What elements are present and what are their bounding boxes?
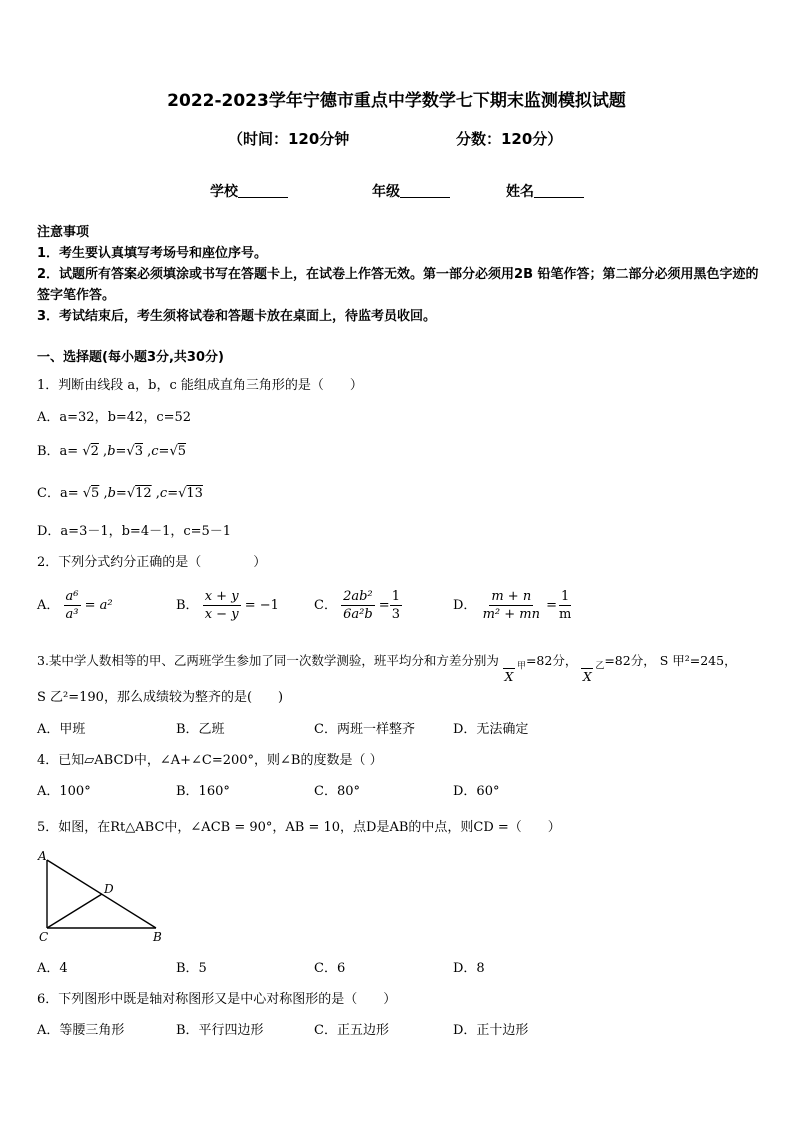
q1-c-c: 13 <box>186 486 203 501</box>
notes-item: 3．考试结束后，考生须将试卷和答题卡放在桌面上，待监考员收回。 <box>37 309 437 324</box>
label-d: D <box>104 882 114 896</box>
q1-b-b: 3 <box>134 444 143 459</box>
sqrt-symbol: √5 <box>82 486 100 501</box>
section-heading: 一、选择题(每小题3分,共30分) <box>37 350 224 365</box>
fraction-numerator: x + y <box>204 589 239 604</box>
q1-c-b: 12 <box>135 486 152 501</box>
fraction-numerator: a⁶ <box>65 589 79 604</box>
mean-x: X <box>504 669 514 684</box>
q3-mean-jia: =82分， <box>525 653 578 668</box>
q5-stem: 5．如图，在Rt△ABC中，∠ACB = 90°，AB = 10，点D是AB的中点，则CD =（ ） <box>37 820 561 835</box>
mean-symbol <box>581 668 593 684</box>
segment-cd <box>47 894 102 928</box>
sqrt-symbol: √2 <box>82 444 99 459</box>
fraction <box>557 588 573 623</box>
q1-b-a: 2 <box>90 444 99 459</box>
q2-c-label: C． <box>314 598 337 613</box>
exam-score: 分数：120分） <box>456 130 563 148</box>
fraction-numerator: 2ab² <box>343 589 373 604</box>
q1-c-prefix: C．a= <box>37 486 79 501</box>
q6-stem: 6．下列图形中既是轴对称图形又是中心对称图形的是（ ） <box>37 992 397 1007</box>
q1-option-c: C．a= √5 ,b=√12 ,c=√13 <box>37 486 203 501</box>
label-b: B <box>153 930 162 944</box>
school-blank[interactable] <box>238 183 288 198</box>
fraction-numerator: 1 <box>391 589 400 604</box>
q5-option-a: A．4 <box>37 961 68 976</box>
q2-d-label: D． <box>453 598 477 613</box>
q2-stem: 2．下列分式约分正确的是（ ） <box>37 555 267 570</box>
q4-stem: 4．已知▱ABCD中，∠A+∠C=200°，则∠B的度数是（ ） <box>37 753 383 768</box>
notes-block <box>37 222 762 327</box>
q6-option-a: A．等腰三角形 <box>37 1023 125 1038</box>
q3-stem-line2: S 乙²=190，那么成绩较为整齐的是( ) <box>37 690 284 705</box>
q4-option-b: B．160° <box>176 784 230 799</box>
q1-option-d: D．a=3－1，b=4－1，c=5－1 <box>37 524 232 539</box>
name-field <box>506 181 584 201</box>
fraction-denominator: a³ <box>65 607 79 622</box>
label-c: C <box>39 930 49 944</box>
q4-option-c: C．80° <box>314 784 360 799</box>
q5-option-d: D．8 <box>453 961 485 976</box>
q2-option-d: D． $\frac{m + n}{\text{m² + mn}}$ = $\frac{1}{m}$ <box>453 589 572 622</box>
q1-c-a: 5 <box>91 486 100 501</box>
triangle-figure <box>36 848 168 944</box>
fraction-numerator: 1 <box>561 589 570 604</box>
q1-stem: 1．判断由线段 a，b，c 能组成直角三角形的是（ ） <box>37 378 363 393</box>
page-title: 2022-2023学年宁德市重点中学数学七下期末监测模拟试题 <box>167 91 626 111</box>
exam-time: （时间：120分钟 <box>228 130 350 148</box>
q6-option-d: D．正十边形 <box>453 1023 529 1038</box>
fraction-denominator: m² + mn <box>482 607 540 622</box>
q6-option-b: B．平行四边形 <box>176 1023 264 1038</box>
q3-option-d: D．无法确定 <box>453 722 529 737</box>
fraction <box>64 588 81 623</box>
notes-item: 1．考生要认真填写考场号和座位序号。 <box>37 246 268 261</box>
name-label: 姓名 <box>506 184 534 200</box>
grade-field <box>372 181 450 201</box>
mean-x: X <box>582 669 592 684</box>
notes-item: 2．试题所有答案必须填涂或书写在答题卡上，在试卷上作答无效。第一部分必须用2B 铅笔作答；第二部分必须用黑色字迹的签字笔作答。 <box>37 267 759 303</box>
school-label: 学校 <box>210 184 238 200</box>
fraction <box>203 588 241 623</box>
q4-option-a: A．100° <box>37 784 91 799</box>
sqrt-symbol: √13 <box>178 486 203 501</box>
q3-option-a: A．甲班 <box>37 722 86 737</box>
q3-option-b: B．乙班 <box>176 722 225 737</box>
fraction-numerator: m + n <box>491 589 532 604</box>
q2-option-c: C． $\frac{\text{2ab²}}{\text{6a²b}}$ = $\frac{1}{3}$ <box>314 589 400 622</box>
q2-a-label: A． <box>37 598 60 613</box>
q1-option-a: A．a=32，b=42，c=52 <box>37 410 192 425</box>
q1-b-prefix: B．a= <box>37 444 79 459</box>
q5-option-c: C．6 <box>314 961 346 976</box>
school-field <box>210 181 288 201</box>
q3-mean-yi: =82分， <box>604 653 656 668</box>
q3-option-c: C．两班一样整齐 <box>314 722 415 737</box>
notes-heading: 注意事项 <box>37 225 90 240</box>
q2-option-b <box>176 588 279 623</box>
q3-text: 3.某中学人数相等的甲、乙两班学生参加了同一次数学测验，班平均分和方差分别为 <box>37 653 499 668</box>
grade-label: 年级 <box>372 184 400 200</box>
sqrt-symbol: √5 <box>169 444 187 459</box>
mean-subscript: 乙 <box>595 661 605 672</box>
q5-option-b: B．5 <box>176 961 207 976</box>
sqrt-symbol: √3 <box>126 444 143 459</box>
q2-b-label: B． <box>176 598 199 613</box>
fraction-denominator: x − y <box>204 607 239 622</box>
fraction <box>390 588 402 623</box>
q2-option-a <box>37 588 113 623</box>
q2-a-rhs: = a² <box>84 598 113 613</box>
grade-blank[interactable] <box>400 183 450 198</box>
q1-option-b: B．a= √2 ,b=√3 ,c=√5 <box>37 444 187 459</box>
q3-stem-line1 <box>37 651 737 684</box>
fraction-denominator: m <box>559 607 572 622</box>
q1-b-c: 5 <box>177 444 187 459</box>
mean-subscript: 甲 <box>516 661 526 672</box>
fraction-denominator: 6a²b <box>343 607 373 622</box>
q4-option-d: D．60° <box>453 784 500 799</box>
fraction-denominator: 3 <box>391 607 400 622</box>
q6-option-c: C．正五边形 <box>314 1023 389 1038</box>
fraction <box>481 588 542 623</box>
q2-b-rhs: = −1 <box>244 598 279 613</box>
q3-variance-jia: S 甲²=245， <box>659 653 737 668</box>
sqrt-symbol: √12 <box>126 486 152 501</box>
label-a: A <box>38 849 47 863</box>
mean-symbol <box>503 668 515 684</box>
name-blank[interactable] <box>534 183 584 198</box>
fraction <box>341 588 375 623</box>
